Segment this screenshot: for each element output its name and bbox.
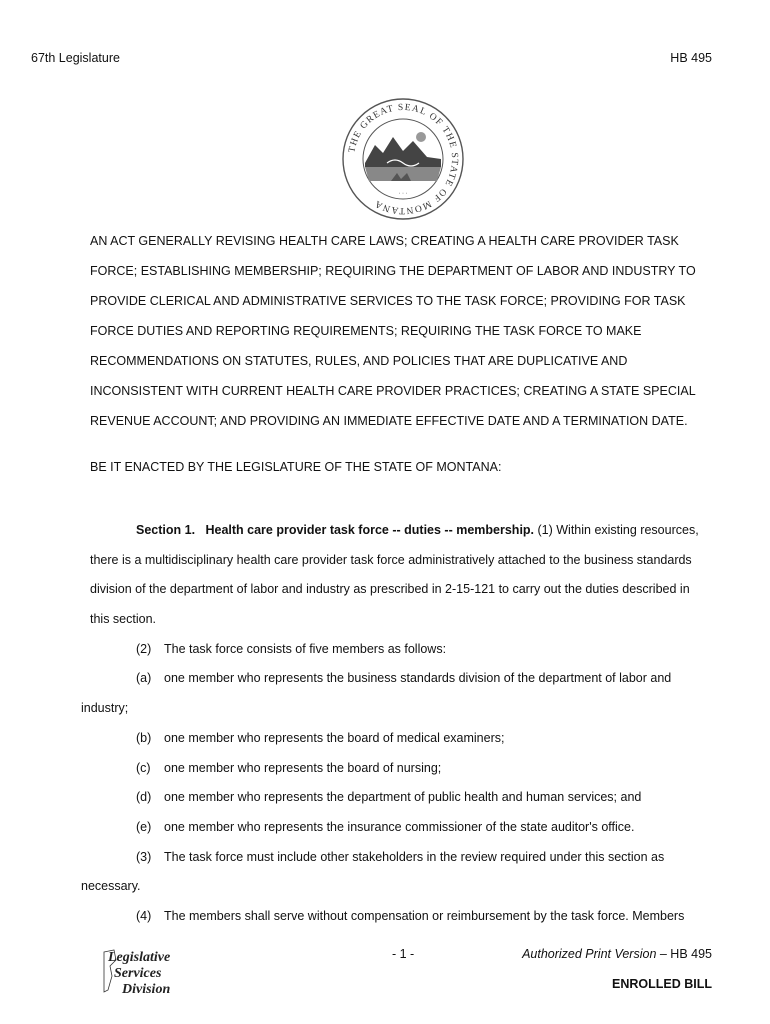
svg-text:Legislative: Legislative <box>108 950 171 965</box>
subsection-b: (b) one member who represents the board of medical examiners; <box>136 730 505 745</box>
authorized-print-label: Authorized Print Version – HB 495 <box>522 947 712 961</box>
subsection-2: (2) The task force consists of five members as follows: <box>136 641 447 656</box>
subsection-c: (c) one member who represents the board of nursing; <box>136 760 442 775</box>
section-heading: Section 1. Health care provider task force -- duties -- membership. <box>136 523 535 537</box>
legislative-services-division-logo <box>100 946 186 998</box>
svg-text:Services: Services <box>114 966 162 981</box>
body-line: there is a multidisciplinary health care provider task force administratively attached to the business standards <box>90 552 692 567</box>
bill-number: HB 495 <box>670 51 712 65</box>
act-title <box>90 226 720 436</box>
svg-text:· · ·: · · · <box>398 191 408 197</box>
subsection-a: (a) one member who represents the business standards division of the department of labor and <box>136 671 672 686</box>
title-line: RECOMMENDATIONS ON STATUTES, RULES, AND POLICIES THAT ARE DUPLICATIVE AND <box>90 354 628 368</box>
title-line: FORCE; ESTABLISHING MEMBERSHIP; REQUIRING THE DEPARTMENT OF LABOR AND INDUSTRY TO <box>90 264 696 278</box>
enacting-clause: BE IT ENACTED BY THE LEGISLATURE OF THE STATE OF MONTANA: <box>90 460 502 474</box>
subsection-d: (d) one member who represents the department of public health and human services; and <box>136 790 642 805</box>
body-line: necessary. <box>81 879 141 894</box>
title-line: FORCE DUTIES AND REPORTING REQUIREMENTS; REQUIRING THE TASK FORCE TO MAKE <box>90 324 642 338</box>
title-line: AN ACT GENERALLY REVISING HEALTH CARE LAWS; CREATING A HEALTH CARE PROVIDER TASK <box>90 234 679 248</box>
page-number: - 1 - <box>392 947 415 961</box>
title-line: REVENUE ACCOUNT; AND PROVIDING AN IMMEDIATE EFFECTIVE DATE AND A TERMINATION DATE. <box>90 414 688 428</box>
title-line: PROVIDE CLERICAL AND ADMINISTRATIVE SERVICES TO THE TASK FORCE; PROVIDING FOR TASK <box>90 294 686 308</box>
enrolled-bill-label: ENROLLED BILL <box>612 977 712 991</box>
state-seal-icon <box>341 97 465 221</box>
body-line: this section. <box>90 612 157 627</box>
subsection-e: (e) one member who represents the insurance commissioner of the state auditor's office. <box>136 819 635 834</box>
title-line: INCONSISTENT WITH CURRENT HEALTH CARE PROVIDER PRACTICES; CREATING A STATE SPECIAL <box>90 384 696 398</box>
subsection-3: (3) The task force must include other stakeholders in the review required under this section as <box>136 849 665 864</box>
svg-text:Division: Division <box>122 982 171 997</box>
svg-text:THE GREAT SEAL OF THE STATE OF: THE GREAT SEAL OF THE STATE OF MONTANA <box>347 102 460 216</box>
section-1 <box>81 516 720 932</box>
body-line: industry; <box>81 701 129 716</box>
body-line: division of the department of labor and industry as prescribed in 2-15-121 to carry out the duties described in <box>90 582 690 597</box>
section-lead-text: (1) Within existing resources, <box>534 523 699 537</box>
subsection-4: (4) The members shall serve without compensation or reimbursement by the task force. Members <box>136 908 685 923</box>
legislature-label: 67th Legislature <box>31 51 120 65</box>
